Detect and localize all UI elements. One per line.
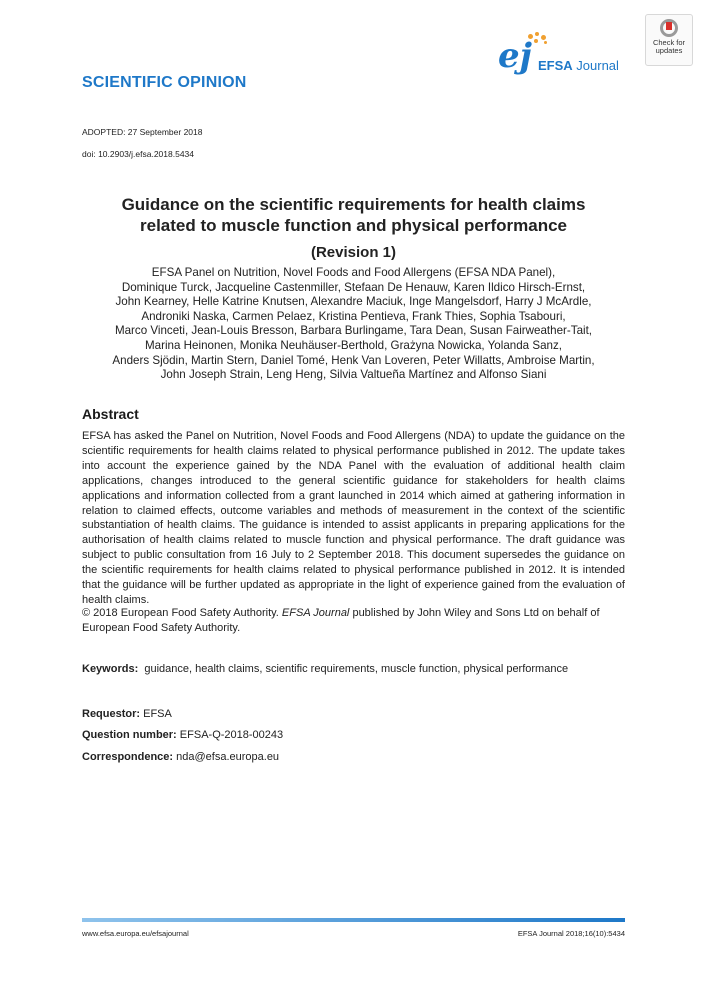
correspondence: Correspondence: nda@efsa.europa.eu	[82, 751, 280, 763]
abstract-heading: Abstract	[82, 406, 139, 422]
keywords	[82, 663, 625, 675]
author-line: EFSA Panel on Nutrition, Novel Foods and Food Allergens (EFSA NDA Panel),	[151, 266, 556, 279]
revision-label: (Revision 1)	[310, 244, 397, 261]
logo-dot	[535, 32, 539, 36]
paper-title	[60, 194, 647, 236]
badge-line-1: Check for	[652, 38, 686, 47]
footer-url[interactable]: www.efsa.europa.eu/efsajournal	[82, 929, 189, 938]
logo-journal-name: EFSA Journal	[538, 58, 619, 73]
logo-dot	[534, 39, 538, 43]
footer-rule	[82, 918, 625, 922]
title-line-2: related to muscle function and physical performance	[140, 216, 567, 235]
badge-line-2: updates	[655, 46, 683, 55]
author-line: Marco Vinceti, Jean-Louis Bresson, Barbara Burlingame, Tara Dean, Susan Fairweather-Tait,	[114, 324, 593, 338]
abstract-body: EFSA has asked the Panel on Nutrition, Novel Foods and Food Allergens (NDA) to update the guidance on the scientific requirements for health claims related to physical performance published in 2012. The update takes into account the experience gained by the NDA Panel with the evaluation of additional health claim applications, changes introduced to the general scientific guidance for stakeholders for health claims applications and information collected from a grant launched in 2014 which aimed at gathering information in relation to claimed effects, outcome variables and methods of measurement in the context of the scientific substantiation of health claims. The guidance is intended to assist applicants in preparing applications for the authorisation of health claims related to muscle function and physical performance. The draft guidance was subject to public consultation from 16 July to 2 September 2018. This document supersedes the guidance on the scientific requirements for health claims related to physical performance published in 2012. It is intended that the guidance will be further updated as appropriate in the light of experience gained from the evaluation of health claims.	[82, 430, 625, 606]
bookmark-icon	[660, 19, 678, 37]
doi[interactable]: doi: 10.2903/j.efsa.2018.5434	[82, 149, 195, 159]
author-line: John Joseph Strain, Leng Heng, Silvia Valtueña Martínez and Alfonso Siani	[160, 368, 547, 382]
journal-name: EFSA Journal	[281, 607, 350, 619]
correspondence-email[interactable]: nda@efsa.europa.eu	[176, 751, 280, 763]
author-line: Androniki Naska, Carmen Pelaez, Kristina Pentieva, Frank Thies, Sophia Tsabouri,	[141, 309, 566, 323]
logo-dot	[541, 35, 546, 40]
copyright-notice: © 2018 European Food Safety Authority. EFSA Journal published by John Wiley and Sons Ltd on behalf of European Food Safety Authority.	[82, 607, 600, 634]
efsa-journal-logo	[498, 32, 628, 80]
check-for-updates-badge[interactable]	[645, 14, 693, 66]
question-number: Question number: EFSA-Q-2018-00243	[82, 729, 284, 741]
logo-mark: ej	[498, 36, 532, 76]
section-label: SCIENTIFIC OPINION	[82, 74, 247, 91]
author-list	[82, 266, 625, 383]
adopted-date: ADOPTED: 27 September 2018	[82, 127, 203, 137]
footer-citation: EFSA Journal 2018;16(10):5434	[517, 929, 625, 938]
author-line: Dominique Turck, Jacqueline Castenmiller, Stefaan De Henauw, Karen Ildico Hirsch-Ernst,	[121, 280, 586, 294]
requestor: Requestor: EFSA	[82, 708, 172, 720]
author-line: John Kearney, Helle Katrine Knutsen, Alexandre Maciuk, Inge Mangelsdorf, Harry J McArdle,	[115, 295, 592, 309]
title-line-1: Guidance on the scientific requirements for health claims	[121, 195, 586, 214]
keywords-label: Keywords:	[82, 663, 139, 675]
author-line: Marina Heinonen, Monika Neuhäuser-Berthold, Grażyna Nowicka, Yolanda Sanz,	[145, 338, 562, 352]
keywords-value: guidance, health claims, scientific requirements, muscle function, physical performance	[144, 663, 569, 675]
author-line: Anders Sjödin, Martin Stern, Daniel Tomé, Henk Van Loveren, Peter Willatts, Ambroise Martin,	[112, 353, 595, 367]
logo-dot	[544, 41, 547, 44]
